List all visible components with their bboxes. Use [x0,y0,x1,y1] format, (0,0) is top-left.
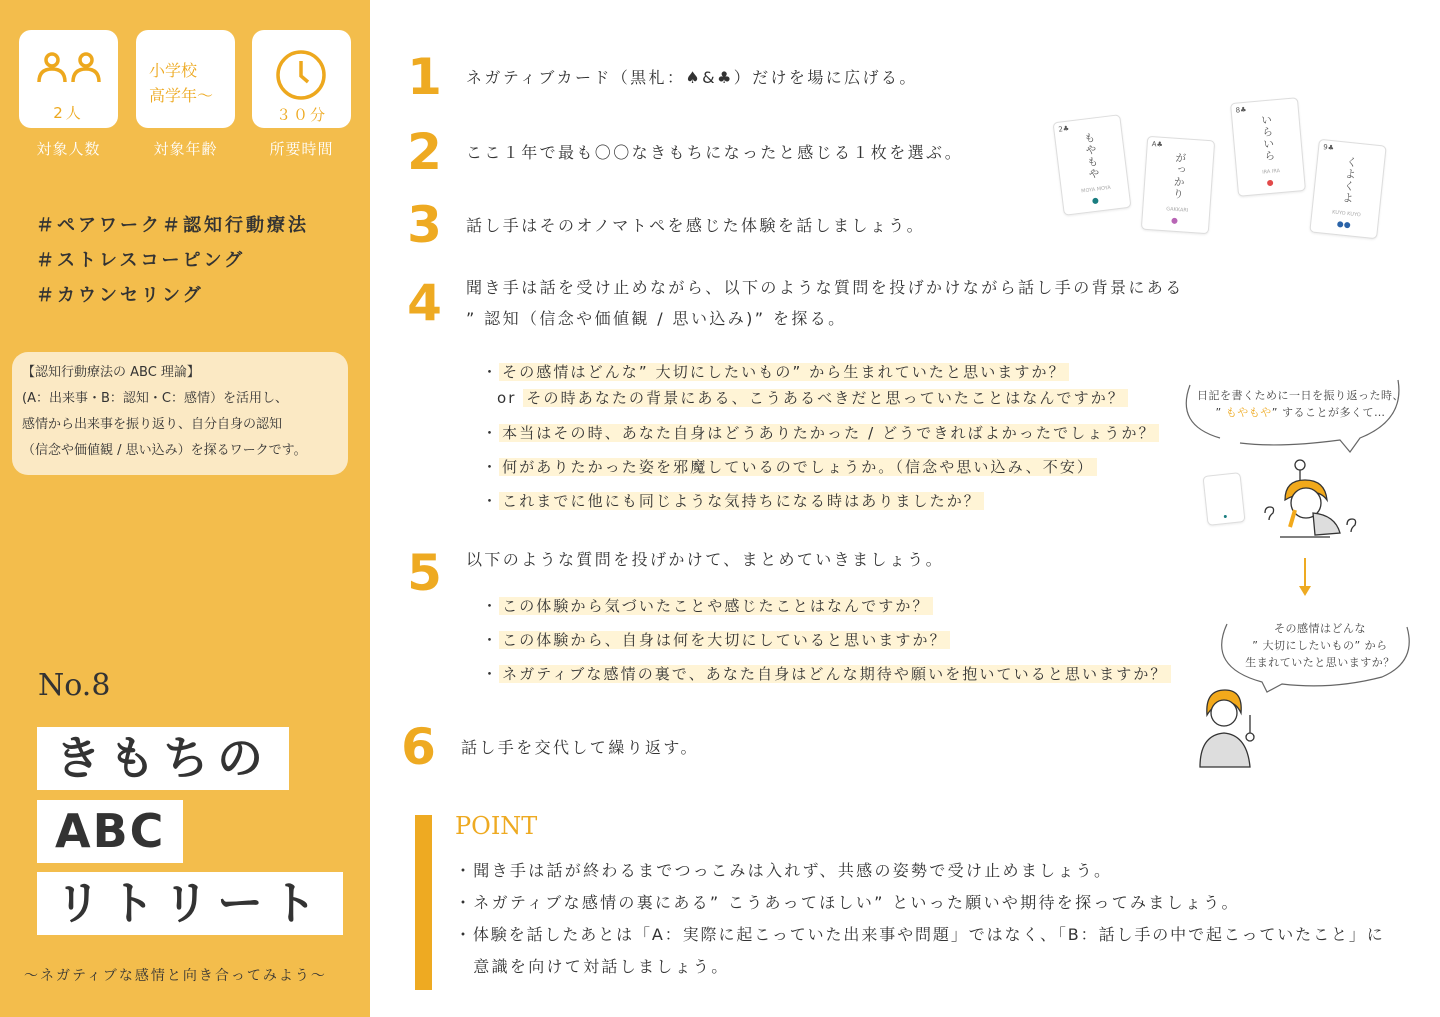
point-item: ・ネガティブな感情の裏にある” こうあってほしい” といった願いや期待を探ってみましょう。 [455,893,1240,912]
age-value [149,58,213,108]
participants-value: 2人 [53,104,84,122]
point-accent-bar [415,815,432,990]
card-dot [1092,198,1099,205]
emotion-card [1141,136,1215,235]
title-line: ABC [37,800,183,863]
tag: ＃ストレスコーピング [36,250,246,271]
sheet-number: No.8 [38,668,111,703]
question: ・ ネガティブな感情の裏で、あなた自身はどんな期待や願いを抱いていると思いますか？ [482,662,1171,686]
bubble-line: 生まれていたと思いますか？ [1245,656,1395,669]
age-line2: 高学年～ [149,86,214,105]
speech-bubble-2 [1225,620,1415,671]
card-romaji: GAKKARI [1165,206,1189,214]
card-word: いらいら [1259,113,1277,163]
question-text: この体験から気づいたことや感じたことはなんですか？ [499,597,933,615]
title-line: きもちの [37,727,289,790]
step-text [466,272,1184,334]
participants-caption: 対象人数 [36,140,101,158]
bubble-line: その感情はどんな [1274,622,1366,635]
clock-icon [274,48,328,102]
bubble-line [1188,404,1413,421]
speech-bubble-1 [1188,387,1413,421]
question: ・ この体験から気づいたことや感じたことはなんですか？ [482,594,933,618]
highlight-word: もやもや [1225,406,1272,419]
step-text: ここ１年で最も〇〇なきもちになったと感じる１枚を選ぶ。 [466,143,964,162]
step-text: ネガティブカード（黒札：♠&♣）だけを場に広げる。 [466,68,918,87]
card-word: もやもや [1082,131,1101,181]
card-dot [1171,218,1177,224]
people-icon [34,48,104,93]
subtitle: ～ネガティブな感情と向き合ってみよう～ [24,968,327,984]
abc-line: (A：出来事・B：認知・C：感情）を活用し、 [22,391,288,406]
question-text: 本当はその時、あなた自身はどうありたかった / どうできればよかったでしょうか？ [499,424,1159,442]
girl-writing-illustration [1255,455,1365,545]
card-suit: A♣ [1151,140,1164,149]
point-item: ・体験を話したあとは「A：実際に起こっていた出来事や問題」ではなく、「B：話し手の中で起こっていたこと」に [455,925,1385,944]
tag: ＃カウンセリング [36,285,204,306]
step-number: 2 [407,123,442,181]
question-text: その時あなたの背景にある、こうあるべきだと思っていたことはなんですか？ [523,389,1128,407]
question [497,386,1128,410]
woman-pointing-illustration [1195,685,1265,770]
card-romaji: KUYO KUYO [1331,209,1361,219]
step-text: 話し手を交代して繰り返す。 [461,738,699,757]
time-tile [252,30,351,128]
card-dot [1267,180,1274,187]
card-suit: 9♣ [1322,143,1335,153]
point-title: POINT [455,812,538,840]
question-text: これまでに他にも同じような気持ちになる時はありましたか？ [499,492,984,510]
participants-tile [19,30,118,128]
abc-line: 感情から出来事を振り返り、自分自身の認知 [22,417,283,432]
bubble-line: 日記を書くために一日を振り返った時、 [1197,389,1404,402]
question-text: その感情はどんな” 大切にしたいもの” から生まれていたと思いますか？ [499,363,1069,381]
sidebar [0,0,370,1017]
abc-title: 【認知行動療法の ABC 理論】 [22,365,200,380]
step-number: 4 [407,274,442,332]
arrow-down-icon [1297,558,1313,598]
point-item: 意識を向けて対話しましょう。 [455,957,730,976]
question: ・ その感情はどんな” 大切にしたいもの” から生まれていたと思いますか？ [482,360,1069,384]
title-line: リトリート [37,872,343,935]
question-text: ネガティブな感情の裏で、あなた自身はどんな期待や願いを抱いていると思いますか？ [499,665,1170,683]
time-value: ３０分 [275,106,327,124]
step-line: 聞き手は話を受け止めながら、以下のような質問を投げかけながら話し手の背景にある [466,278,1184,297]
emotion-card [1309,139,1386,240]
question: ・ この体験から、自身は何を大切にしていると思いますか？ [482,628,950,652]
question: ・ 本当はその時、あなた自身はどうありたかった / どうできればよかったでしょうか？ [482,421,1159,445]
card-word: くよくよ [1340,155,1359,205]
card-suit: 8♣ [1235,105,1247,115]
time-caption: 所要時間 [269,140,334,158]
quote: ” [1215,406,1226,419]
card-word: がっかり [1170,151,1188,201]
tag: ＃ペアワーク＃認知行動療法 [36,215,309,236]
bubble-rest: ” することが多くて… [1271,406,1386,419]
age-tile [136,30,235,128]
step-line: ” 認知（信念や価値観 / 思い込み)” を探る。 [466,309,847,328]
card-suit: 2♣ [1057,124,1070,134]
question-text: この体験から、自身は何を大切にしていると思いますか？ [499,631,950,649]
question-text: 何がありたかった姿を邪魔しているのでしょうか。（信念や思い込み、不安） [499,458,1097,476]
step-text: 話し手はそのオノマトペを感じた体験を話しましょう。 [466,216,926,235]
hashtags [36,208,309,313]
step-number: 6 [401,718,436,776]
step-number: 5 [407,544,442,602]
step-number: 1 [407,48,442,106]
step-number: 3 [407,196,442,254]
card-romaji: MOYA MOYA [1080,184,1112,195]
abc-theory-box [12,352,348,475]
emotion-card [1230,97,1306,197]
small-card-icon [1202,472,1245,526]
bubble-line: ” 大切にしたいもの” から [1252,639,1388,652]
age-line1: 小学校 [149,61,198,80]
card-dot [1224,515,1227,518]
age-caption: 対象年齢 [153,140,218,158]
emotion-card [1053,114,1132,216]
point-item: ・聞き手は話が終わるまでつっこみは入れず、共感の姿勢で受け止めましょう。 [455,861,1113,880]
question: ・ 何がありたかった姿を邪魔しているのでしょうか。（信念や思い込み、不安） [482,455,1097,479]
step-text: 以下のような質問を投げかけて、まとめていきましょう。 [466,550,945,569]
or-label: or [497,389,517,407]
card-dot [1337,221,1344,228]
abc-line: （信念や価値観 / 思い込み）を探るワークです。 [22,443,307,458]
card-romaji: IRA IRA [1261,168,1281,176]
question: ・ これまでに他にも同じような気持ちになる時はありましたか？ [482,489,984,513]
